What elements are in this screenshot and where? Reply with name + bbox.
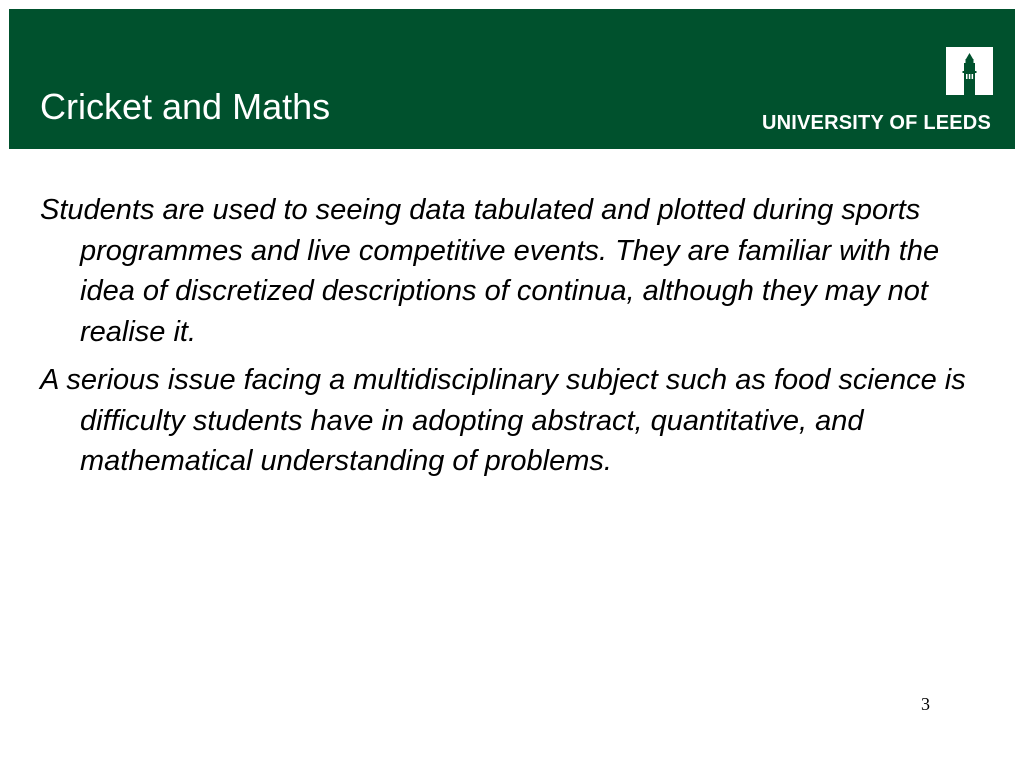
page-number: 3 — [921, 694, 930, 714]
paragraph-students: Students are used to seeing data tabulated and plotted during sports programmes and live competitive events. They are familiar with the idea of discretized descriptions of continua, although they may not realise it. — [40, 194, 940, 348]
paragraph-serious-issue: A serious issue facing a multidisciplinary subject such as food science is difficulty students have in adopting abstract, quantitative, and mathematical understanding of problems. — [40, 364, 966, 477]
slide-header — [9, 9, 1015, 149]
slide-title: Cricket and Maths — [40, 86, 331, 127]
slide-body — [40, 190, 990, 490]
university-logo — [721, 47, 991, 134]
logo-text: UNIVERSITY OF LEEDS — [761, 112, 991, 134]
parkinson-tower-icon — [946, 47, 993, 95]
